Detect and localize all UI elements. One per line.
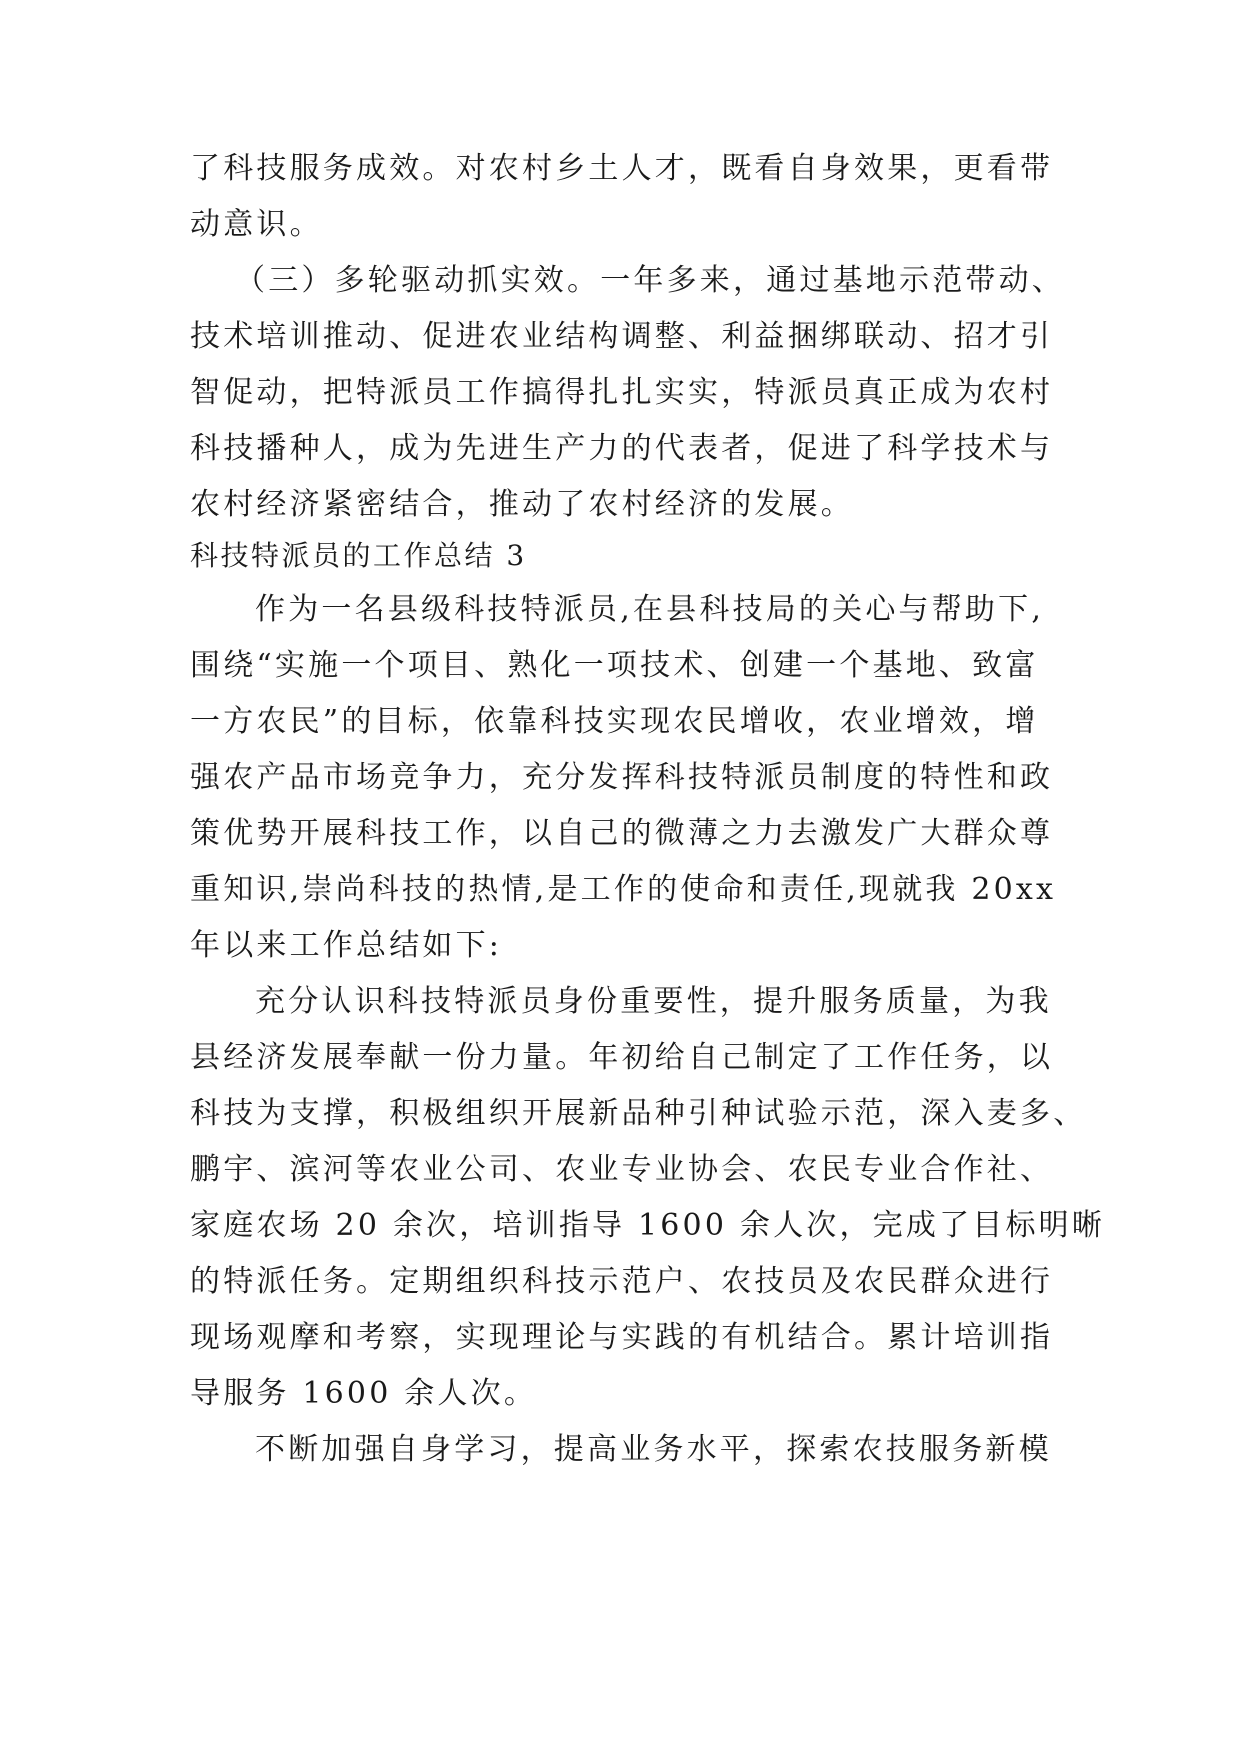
paragraph-line: （三）多轮驱动抓实效。一年多来，通过基地示范带动、 bbox=[235, 263, 1065, 298]
paragraph-line: 智促动，把特派员工作搞得扎扎实实，特派员真正成为农村 bbox=[190, 375, 1054, 410]
paragraph-line: 重知识,崇尚科技的热情,是工作的使命和责任,现就我 20xx bbox=[190, 872, 1057, 907]
paragraph-line: 围绕“实施一个项目、熟化一项技术、创建一个基地、致富 bbox=[190, 648, 1039, 683]
paragraph-line: 动意识。 bbox=[190, 207, 323, 242]
paragraph-line: 强农产品市场竞争力，充分发挥科技特派员制度的特性和政 bbox=[190, 760, 1054, 795]
paragraph-line: 不断加强自身学习，提高业务水平，探索农技服务新模 bbox=[255, 1432, 1052, 1467]
paragraph-line: 策优势开展科技工作，以自己的微薄之力去激发广大群众尊 bbox=[190, 816, 1054, 851]
section-heading: 科技特派员的工作总结 3 bbox=[190, 539, 527, 572]
paragraph-line: 技术培训推动、促进农业结构调整、利益捆绑联动、招才引 bbox=[190, 319, 1054, 354]
paragraph-line: 家庭农场 20 余次，培训指导 1600 余人次，完成了目标明晰 bbox=[190, 1208, 1106, 1243]
paragraph-line: 现场观摩和考察，实现理论与实践的有机结合。累计培训指 bbox=[190, 1320, 1054, 1355]
paragraph-line: 一方农民”的目标，依靠科技实现农民增收，农业增效，增 bbox=[190, 704, 1039, 739]
paragraph-line: 导服务 1600 余人次。 bbox=[190, 1376, 538, 1411]
paragraph-line: 充分认识科技特派员身份重要性，提升服务质量，为我 bbox=[255, 984, 1052, 1019]
paragraph-line: 科技播种人，成为先进生产力的代表者，促进了科学技术与 bbox=[190, 431, 1054, 466]
paragraph-line: 的特派任务。定期组织科技示范户、农技员及农民群众进行 bbox=[190, 1264, 1054, 1299]
paragraph-line: 科技为支撑，积极组织开展新品种引种试验示范，深入麦多、 bbox=[190, 1096, 1087, 1131]
paragraph-line: 鹏宇、滨河等农业公司、农业专业协会、农民专业合作社、 bbox=[190, 1152, 1054, 1187]
paragraph-line: 年以来工作总结如下: bbox=[190, 928, 503, 963]
paragraph-line: 了科技服务成效。对农村乡土人才，既看自身效果，更看带 bbox=[190, 151, 1054, 186]
paragraph-line: 作为一名县级科技特派员,在县科技局的关心与帮助下, bbox=[255, 592, 1045, 627]
paragraph-line: 县经济发展奉献一份力量。年初给自己制定了工作任务，以 bbox=[190, 1040, 1054, 1075]
paragraph-line: 农村经济紧密结合，推动了农村经济的发展。 bbox=[190, 487, 854, 522]
